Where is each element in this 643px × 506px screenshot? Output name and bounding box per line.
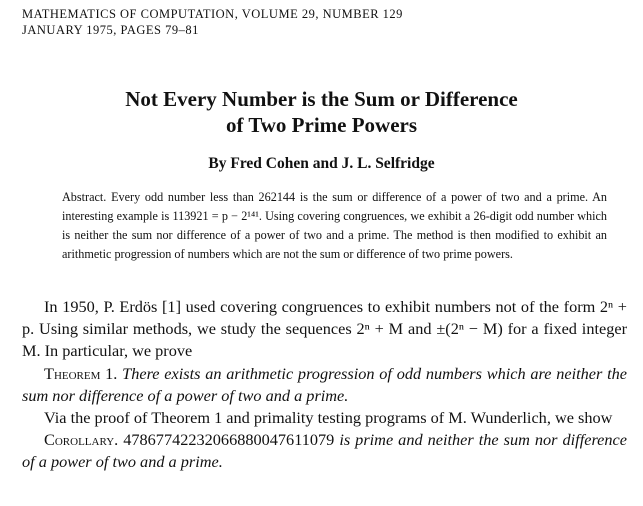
corollary-text: is prime and neither the sum nor difference of a power of two and a prime. [22, 430, 627, 472]
theorem-label: Theorem 1. [44, 363, 118, 383]
abstract-text: Every odd number less than 262144 is the sum or difference of a power of two and a prime. An interesting example is 113921 = p − 2¹⁴¹. Using covering congruences, we exhibit a 26-digit odd number which is neither the sum nor difference of a power of two and a prime. The method is then modified to exhibit an arithmetic progression of numbers which are not the sum or difference of two prime powers. [62, 190, 608, 261]
body-text [22, 296, 627, 474]
journal-header [22, 6, 403, 38]
paragraph-via: Via the proof of Theorem 1 and primality testing programs of M. Wunderlich, we show [44, 408, 613, 428]
theorem-1 [22, 363, 627, 407]
paragraph-intro: In 1950, P. Erdös [1] used covering congruences to exhibit numbers not of the form 2ⁿ + p. Using similar methods, we study the sequences 2ⁿ + M and ±(2ⁿ − M) for a fixed integer M. In particular, we prove [22, 297, 627, 361]
paper-title-line1: Not Every Number is the Sum or Difference [125, 87, 518, 111]
corollary-label: Corollary. [44, 430, 119, 450]
authors: By Fred Cohen and J. L. Selfridge [208, 155, 435, 172]
corollary [22, 429, 627, 473]
paper-title-line2: of Two Prime Powers [225, 113, 418, 137]
journal-header-line1: MATHEMATICS OF COMPUTATION, VOLUME 29, NUMBER 129 [22, 7, 403, 21]
paper-title [0, 86, 643, 138]
abstract-label: Abstract. [62, 190, 107, 204]
abstract [62, 188, 607, 264]
journal-header-line2: JANUARY 1975, PAGES 79–81 [22, 23, 199, 37]
theorem-text: There exists an arithmetic progression of odd numbers which are neither the sum nor difference of a power of two and a prime. [22, 363, 628, 405]
corollary-number: 47867742232066880047611079 [123, 430, 335, 450]
